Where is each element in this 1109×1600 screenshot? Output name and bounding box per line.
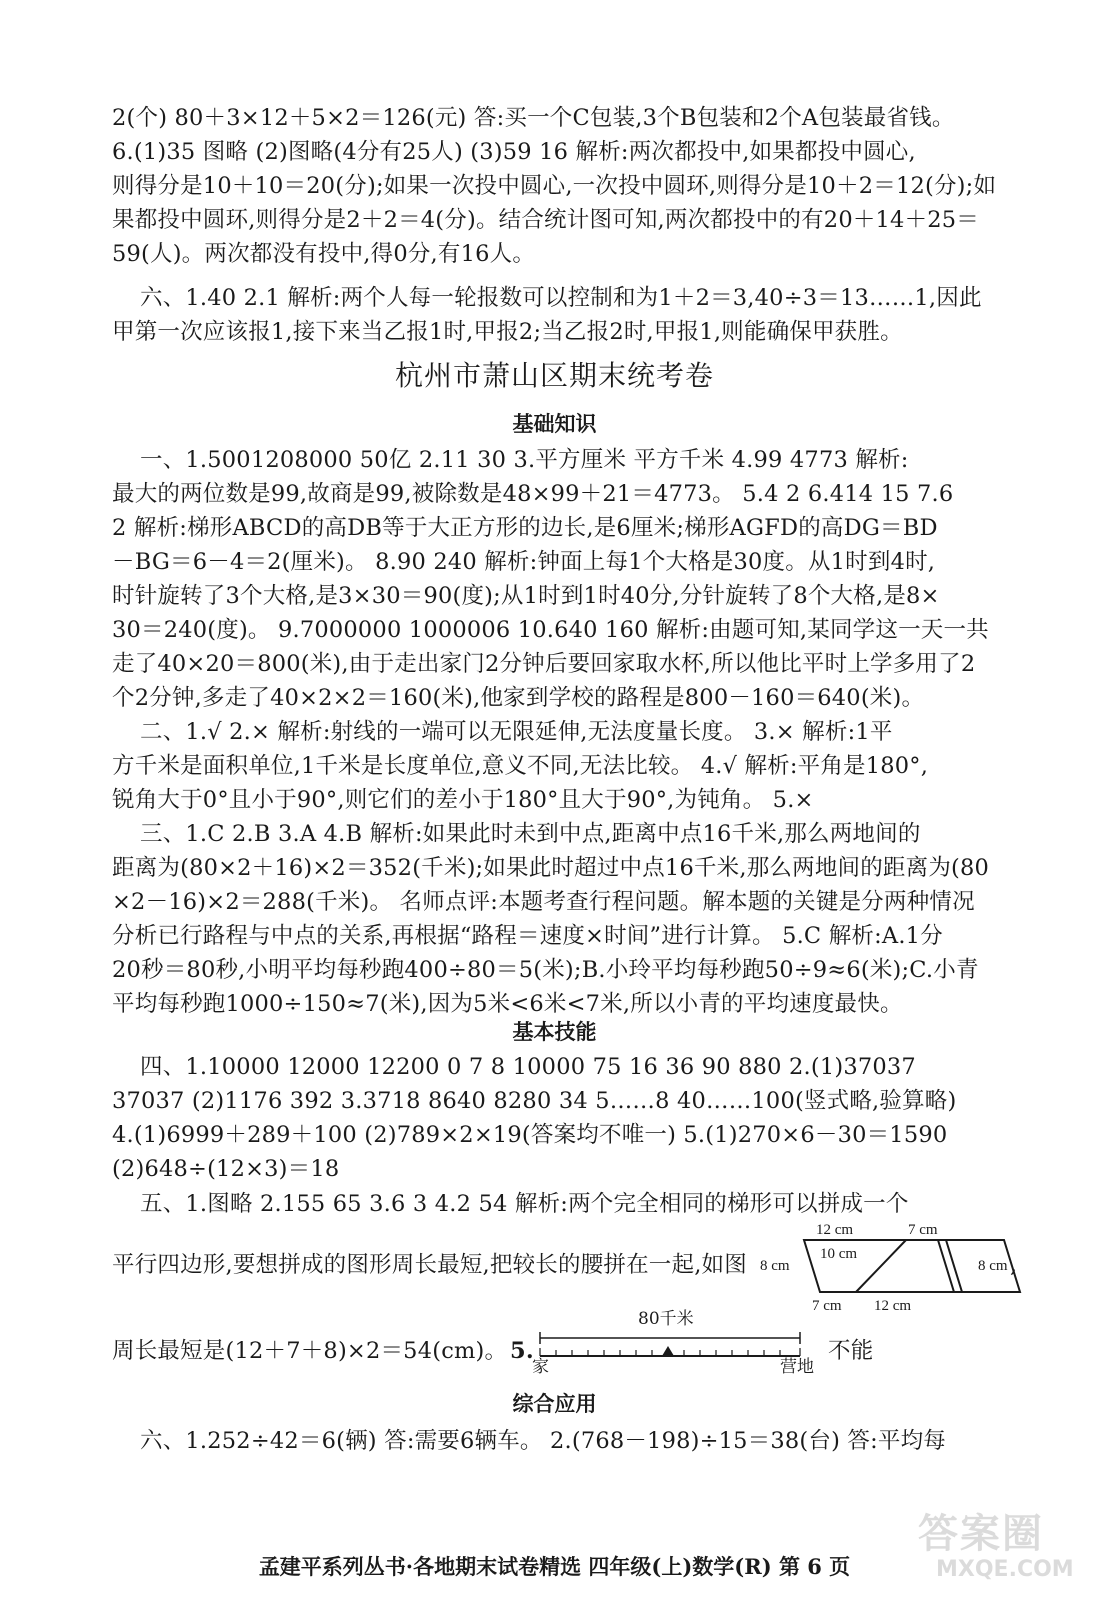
answer-line: 则得分是10＋10＝20(分);如果一次投中圆心,一次投中圆环,则得分是10＋2＝12(分);如: [112, 173, 997, 199]
answer-line-cannot: 不能: [828, 1338, 874, 1364]
answer-line: 走了40×20＝800(米),由于走出家门2分钟后要回家取水杯,所以他比平时上学多用了2: [112, 651, 976, 677]
scale-camp-label: 营地: [780, 1357, 814, 1377]
page-footer: 孟建平系列丛书·各地期末试卷精选 四年级(上)数学(R) 第 6 页: [258, 1554, 851, 1579]
watermark-logo: [918, 1512, 1098, 1592]
scale-line-figure: [530, 1310, 830, 1380]
answer-line: 锐角大于0°且小于90°,则它们的差小于180°且大于90°,为钝角。 5.×: [112, 787, 814, 813]
answer-line: 2(个) 80＋3×12＋5×2＝126(元) 答:买一个C包装,3个B包装和2个A包装最省钱。: [112, 105, 955, 131]
answer-line: 一、1.5001208000 50亿 2.11 30 3.平方厘米 平方千米 4.99 4773 解析:: [140, 447, 909, 473]
answer-line: 六、1.252÷42＝6(辆) 答:需要6辆车。 2.(768－198)÷15＝38(台) 答:平均每: [140, 1428, 946, 1454]
answer-line: 平行四边形,要想拼成的图形周长最短,把较长的腰拼在一起,如图: [112, 1252, 747, 1278]
answer-line: 59(人)。两次都没有投中,得0分,有16人。: [112, 241, 536, 267]
answer-line: 最大的两位数是99,故商是99,被除数是48×99＋21＝4773。 5.4 2 6.414 15 7.6: [112, 481, 954, 507]
label-top-left: 12 cm: [816, 1222, 854, 1238]
scale-distance-label: 80千米: [638, 1309, 694, 1329]
answer-line: 四、1.10000 12000 12200 0 7 8 10000 75 16 36 90 880 2.(1)37037: [140, 1054, 916, 1080]
answer-line: 六、1.40 2.1 解析:两个人每一轮报数可以控制和为1＋2＝3,40÷3＝13……1,因此: [140, 285, 982, 311]
answer-line: 4.(1)6999＋289＋100 (2)789×2×19(答案均不唯一) 5.(1)270×6－30＝1590: [112, 1122, 948, 1148]
answer-line: 二、1.√ 2.× 解析:射线的一端可以无限延伸,无法度量长度。 3.× 解析:1平: [140, 719, 893, 745]
answer-line: 果都投中圆环,则得分是2＋2＝4(分)。结合统计图可知,两次都投中的有20＋14＋25＝: [112, 207, 979, 233]
answer-line: 周长最短是(12＋7＋8)×2＝54(cm)。: [112, 1338, 508, 1364]
scale-home-label: 家: [532, 1357, 549, 1377]
answer-line: 方千米是面积单位,1千米是长度单位,意义不同,无法比较。 4.√ 解析:平角是180°,: [112, 753, 929, 779]
watermark-text: 答案圈: [918, 1510, 1044, 1557]
label-bottom-right: 12 cm: [874, 1298, 912, 1314]
label-right-side: 8 cm: [978, 1258, 1008, 1274]
exam-title: 杭州市萧山区期末统考卷: [394, 359, 714, 392]
answer-line: －BG＝6－4＝2(厘米)。 8.90 240 解析:钟面上每1个大格是30度。从1时到4时,: [112, 549, 936, 575]
answer-line: 五、1.图略 2.155 65 3.6 3 4.2 54 解析:两个完全相同的梯形可以拼成一个: [140, 1191, 909, 1217]
answer-line: 时针旋转了3个大格,是3×30＝90(度);从1时到1时40分,分针旋转了8个大格,是8×: [112, 583, 940, 609]
answer-line: 距离为(80×2＋16)×2＝352(千米);如果此时超过中点16千米,那么两地间的距离为(80: [112, 855, 990, 881]
answer-line: 甲第一次应该报1,接下来当乙报1时,甲报2;当乙报2时,甲报1,则能确保甲获胜。: [112, 319, 903, 345]
label-top-right: 7 cm: [908, 1222, 938, 1238]
answer-line: 37037 (2)1176 392 3.3718 8640 8280 34 5……8 40……100(竖式略,验算略): [112, 1088, 957, 1114]
label-diagonal: 10 cm: [820, 1246, 858, 1262]
label-bottom-left: 7 cm: [812, 1298, 842, 1314]
answer-line: 分析已行路程与中点的关系,再根据“路程＝速度×时间”进行计算。 5.C 解析:A.1分: [112, 923, 943, 949]
answer-line: 2 解析:梯形ABCD的高DB等于大正方形的边长,是6厘米;梯形AGFD的高DG＝BD: [112, 515, 938, 541]
answer-line: 平均每秒跑1000÷150≈7(米),因为5米<6米<7米,所以小青的平均速度最快。: [112, 991, 903, 1017]
answer-line-comma: ,: [1010, 1252, 1018, 1278]
section-heading-application: 综合应用: [512, 1392, 597, 1416]
answer-line: ×2－16)×2＝288(千米)。 名师点评:本题考查行程问题。解本题的关键是分两种情况: [112, 889, 975, 915]
section-heading-basics: 基础知识: [512, 412, 597, 436]
parallelogram-figure: [760, 1222, 1028, 1318]
answer-line: 三、1.C 2.B 3.A 4.B 解析:如果此时未到中点,距离中点16千米,那么两地间的: [140, 821, 921, 847]
midpoint-marker-icon: [662, 1346, 674, 1356]
answer-line: 20秒＝80秒,小明平均每秒跑400÷80＝5(米);B.小玲平均每秒跑50÷9≈6(米);C.小青: [112, 957, 979, 983]
section-heading-skills: 基本技能: [512, 1020, 597, 1044]
answer-line: 个2分钟,多走了40×2×2＝160(米),他家到学校的路程是800－160＝640(米)。: [112, 685, 925, 711]
answer-line: 30＝240(度)。 9.7000000 1000006 10.640 160 解析:由题可知,某同学这一天一共: [112, 617, 989, 643]
answer-line: (2)648÷(12×3)＝18: [112, 1156, 340, 1182]
diagonal-seam: [856, 1240, 906, 1292]
answer-line-q5: 5.: [510, 1338, 534, 1364]
label-left-side: 8 cm: [760, 1258, 790, 1274]
answer-line: 6.(1)35 图略 (2)图略(4分有25人) (3)59 16 解析:两次都投中,如果都投中圆心,: [112, 139, 916, 165]
watermark-url: MXQE.COM: [936, 1557, 1074, 1582]
